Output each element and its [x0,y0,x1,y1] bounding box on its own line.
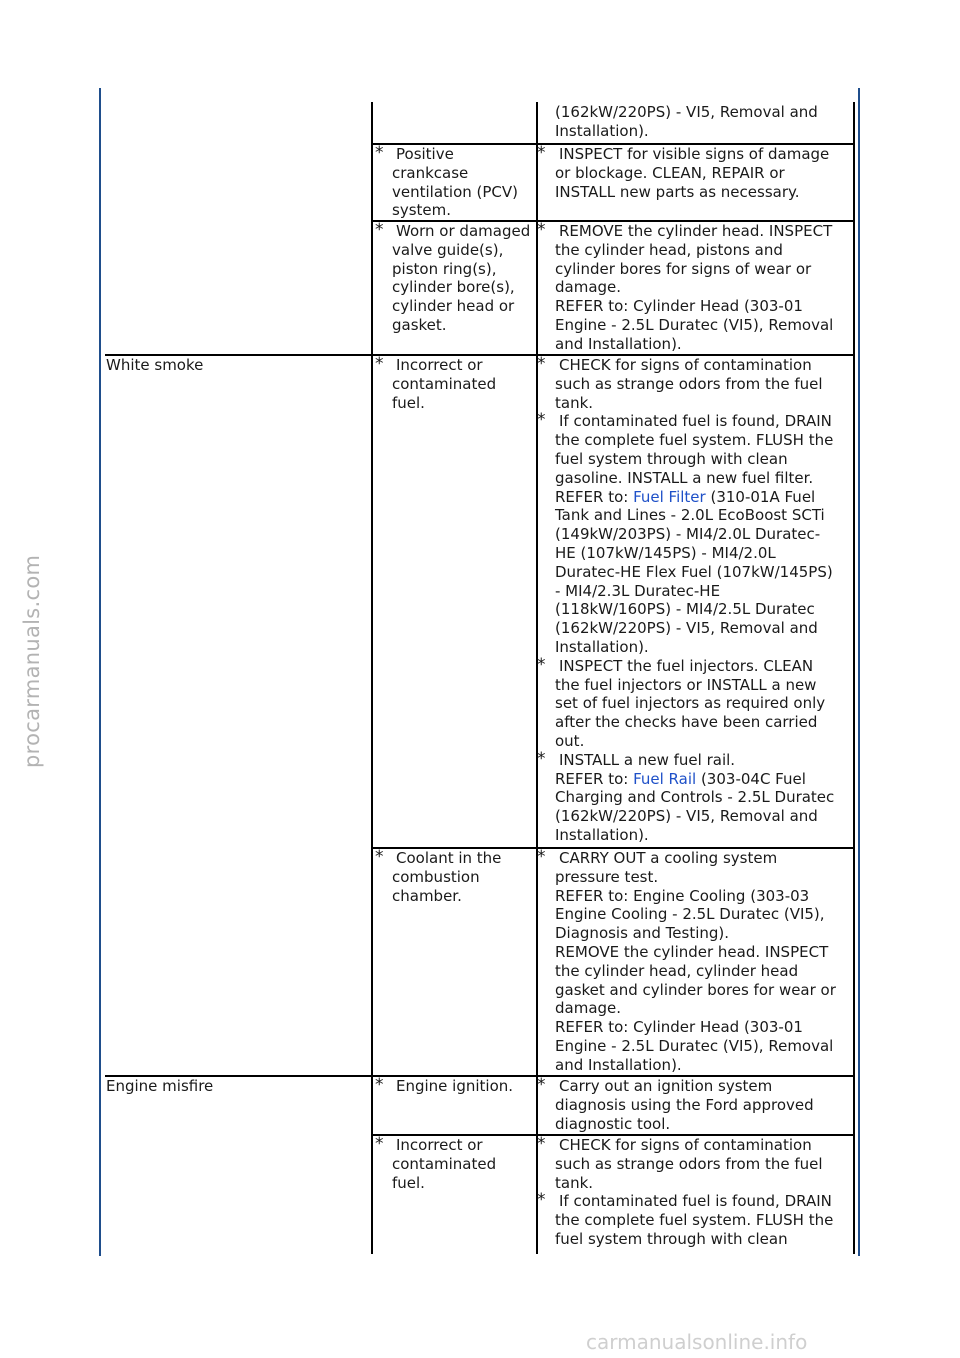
action-text: CARRY OUT a cooling system [559,849,778,867]
refer-line [555,770,806,789]
action-text: or blockage. CLEAN, REPAIR or [555,163,785,182]
action-text: INSTALL new parts as necessary. [555,182,800,201]
cause-text: Incorrect or [396,356,483,374]
action-text: fuel system through with clean [555,450,788,468]
action-text: REFER to: Engine Cooling (303-03 [555,886,810,905]
action-text: Installation). [555,826,649,844]
bullet-icon: * [537,410,546,431]
cell-divider [371,848,373,1077]
action-text: If contaminated fuel is found, DRAIN [559,412,832,431]
action-text: tank. [555,393,594,412]
cell-divider [371,102,373,145]
bullet-icon: * [537,1134,546,1154]
action-text: diagnosis using the Ford approved [555,1095,814,1114]
action-text: If contaminated fuel is found, DRAIN [559,1192,832,1211]
action-text: the complete fuel system. FLUSH the [555,431,834,450]
cause-text: contaminated [392,374,497,393]
action-text: (162kW/220PS) - VI5, Removal and [555,619,818,638]
cause-text: gasket. [392,316,447,334]
action-text: damage. [555,278,622,297]
cause-text: fuel. [392,1173,425,1192]
cause-text: chamber. [392,886,462,905]
action-text: such as strange odors from the fuel [555,1154,823,1173]
action-text: REMOVE the cylinder head. INSPECT [559,222,833,240]
cause-text: combustion [392,867,480,886]
page-frame-right [858,88,860,1256]
cell-divider [853,1076,855,1136]
bullet-icon: * [375,354,384,374]
cause-text: crankcase [392,163,469,182]
bullet-icon: * [375,220,384,240]
action-text: after the checks have been carried [555,713,818,732]
cell-divider [536,102,538,145]
action-text: (118kW/160PS) - MI4/2.5L Duratec [555,600,815,619]
action-text: Charging and Controls - 2.5L Duratec [555,788,835,807]
cell-divider [536,848,538,1077]
cell-divider [853,355,855,849]
action-text: Duratec-HE Flex Fuel (107kW/145PS) [555,562,833,581]
action-text: the cylinder head, pistons and [555,240,783,259]
bullet-icon: * [537,748,546,769]
action-text: set of fuel injectors as required only [555,694,826,713]
action-text: Installation). [555,121,649,140]
action-text: (162kW/220PS) - VI5, Removal and [555,807,818,826]
refer-prefix: REFER to: [555,487,634,506]
action-text: such as strange odors from the fuel [555,374,823,393]
reference-link[interactable]: Fuel Rail [633,769,697,788]
symptom-label: Engine misfire [106,1077,214,1095]
cause-text: cylinder head or [392,297,515,316]
cell-divider [853,848,855,1077]
cause-text: piston ring(s), [392,259,497,278]
action-text: the cylinder head, cylinder head [555,961,799,980]
action-text: Engine - 2.5L Duratec (VI5), Removal [555,1037,834,1055]
cell-divider [371,144,373,222]
bullet-icon: * [375,143,384,163]
cause-text: Positive [396,145,454,163]
bullet-icon: * [537,220,546,240]
refer-suffix: (303-04C Fuel [696,769,806,788]
action-text: tank. [555,1173,594,1192]
action-text: diagnostic tool. [555,1114,671,1133]
cell-divider [371,355,373,849]
bullet-icon: * [375,847,384,867]
action-text: the fuel injectors or INSTALL a new [555,675,817,694]
cell-divider [853,1135,855,1254]
bullet-icon: * [537,1075,546,1095]
cell-divider [371,221,373,356]
cause-text: contaminated [392,1154,497,1173]
symptom-label: White smoke [106,356,204,374]
action-text: pressure test. [555,867,659,886]
cell-divider [536,221,538,356]
refer-line [555,488,815,507]
bullet-icon: * [375,1075,384,1095]
action-text: CHECK for signs of contamination [559,1136,812,1154]
action-text: the complete fuel system. FLUSH the [555,1211,834,1230]
bullet-icon: * [537,654,546,675]
action-text: REMOVE the cylinder head. INSPECT [555,943,829,961]
action-text: (149kW/203PS) - MI4/2.0L Duratec- [555,525,821,544]
bullet-icon: * [537,847,546,867]
reference-link[interactable]: Fuel Filter [633,487,706,506]
bullet-icon: * [375,1134,384,1154]
action-text: REFER to: Cylinder Head (303-01 [555,1018,803,1037]
action-text: INSTALL a new fuel rail. [559,750,736,769]
bullet-icon: * [537,1190,546,1211]
action-text: INSPECT for visible signs of damage [559,145,830,163]
action-text: and Installation). [555,1055,682,1074]
action-text: Tank and Lines - 2.0L EcoBoost SCTi [555,506,825,525]
cause-text: Coolant in the [396,849,502,867]
action-text: fuel system through with clean [555,1230,788,1248]
footer-watermark: carmanualsonline.info [586,1330,808,1354]
cause-text: Worn or damaged [396,222,531,240]
bullet-icon: * [537,143,546,163]
refer-prefix: REFER to: [555,769,634,788]
action-text: Engine - 2.5L Duratec (VI5), Removal [555,316,834,334]
action-text: REFER to: Cylinder Head (303-01 [555,297,803,316]
cause-text: valve guide(s), [392,240,504,259]
cause-text: Incorrect or [396,1136,483,1154]
side-watermark: procarmanuals.com [20,554,44,768]
action-text: and Installation). [555,334,682,353]
action-text: Engine Cooling - 2.5L Duratec (VI5), [555,905,825,924]
cause-text: ventilation (PCV) [392,182,519,201]
action-text: out. [555,732,585,750]
action-text: damage. [555,999,622,1018]
action-text: Carry out an ignition system [559,1077,773,1095]
action-text: (162kW/220PS) - VI5, Removal and [555,103,818,121]
cause-text: system. [392,201,451,220]
cell-divider [853,144,855,222]
action-text: HE (107kW/145PS) - MI4/2.0L [555,544,776,562]
action-text: - MI4/2.3L Duratec-HE [555,581,721,600]
cause-text: fuel. [392,393,425,412]
action-text: INSPECT the fuel injectors. CLEAN [559,656,814,675]
cell-divider [853,102,855,145]
cell-divider [853,221,855,356]
cell-divider [371,1135,373,1254]
cause-text: cylinder bore(s), [392,278,515,297]
action-text: gasoline. INSTALL a new fuel filter. [555,468,814,487]
action-text: Installation). [555,638,649,656]
bullet-icon: * [537,354,546,374]
action-text: CHECK for signs of contamination [559,356,812,374]
action-text: cylinder bores for signs of wear or [555,259,812,278]
page-frame-left [99,88,101,1256]
cell-divider [371,1076,373,1136]
action-text: Diagnosis and Testing). [555,924,730,943]
cause-text: Engine ignition. [396,1077,514,1095]
action-text: gasket and cylinder bores for wear or [555,980,836,999]
refer-suffix: (310-01A Fuel [705,487,816,506]
